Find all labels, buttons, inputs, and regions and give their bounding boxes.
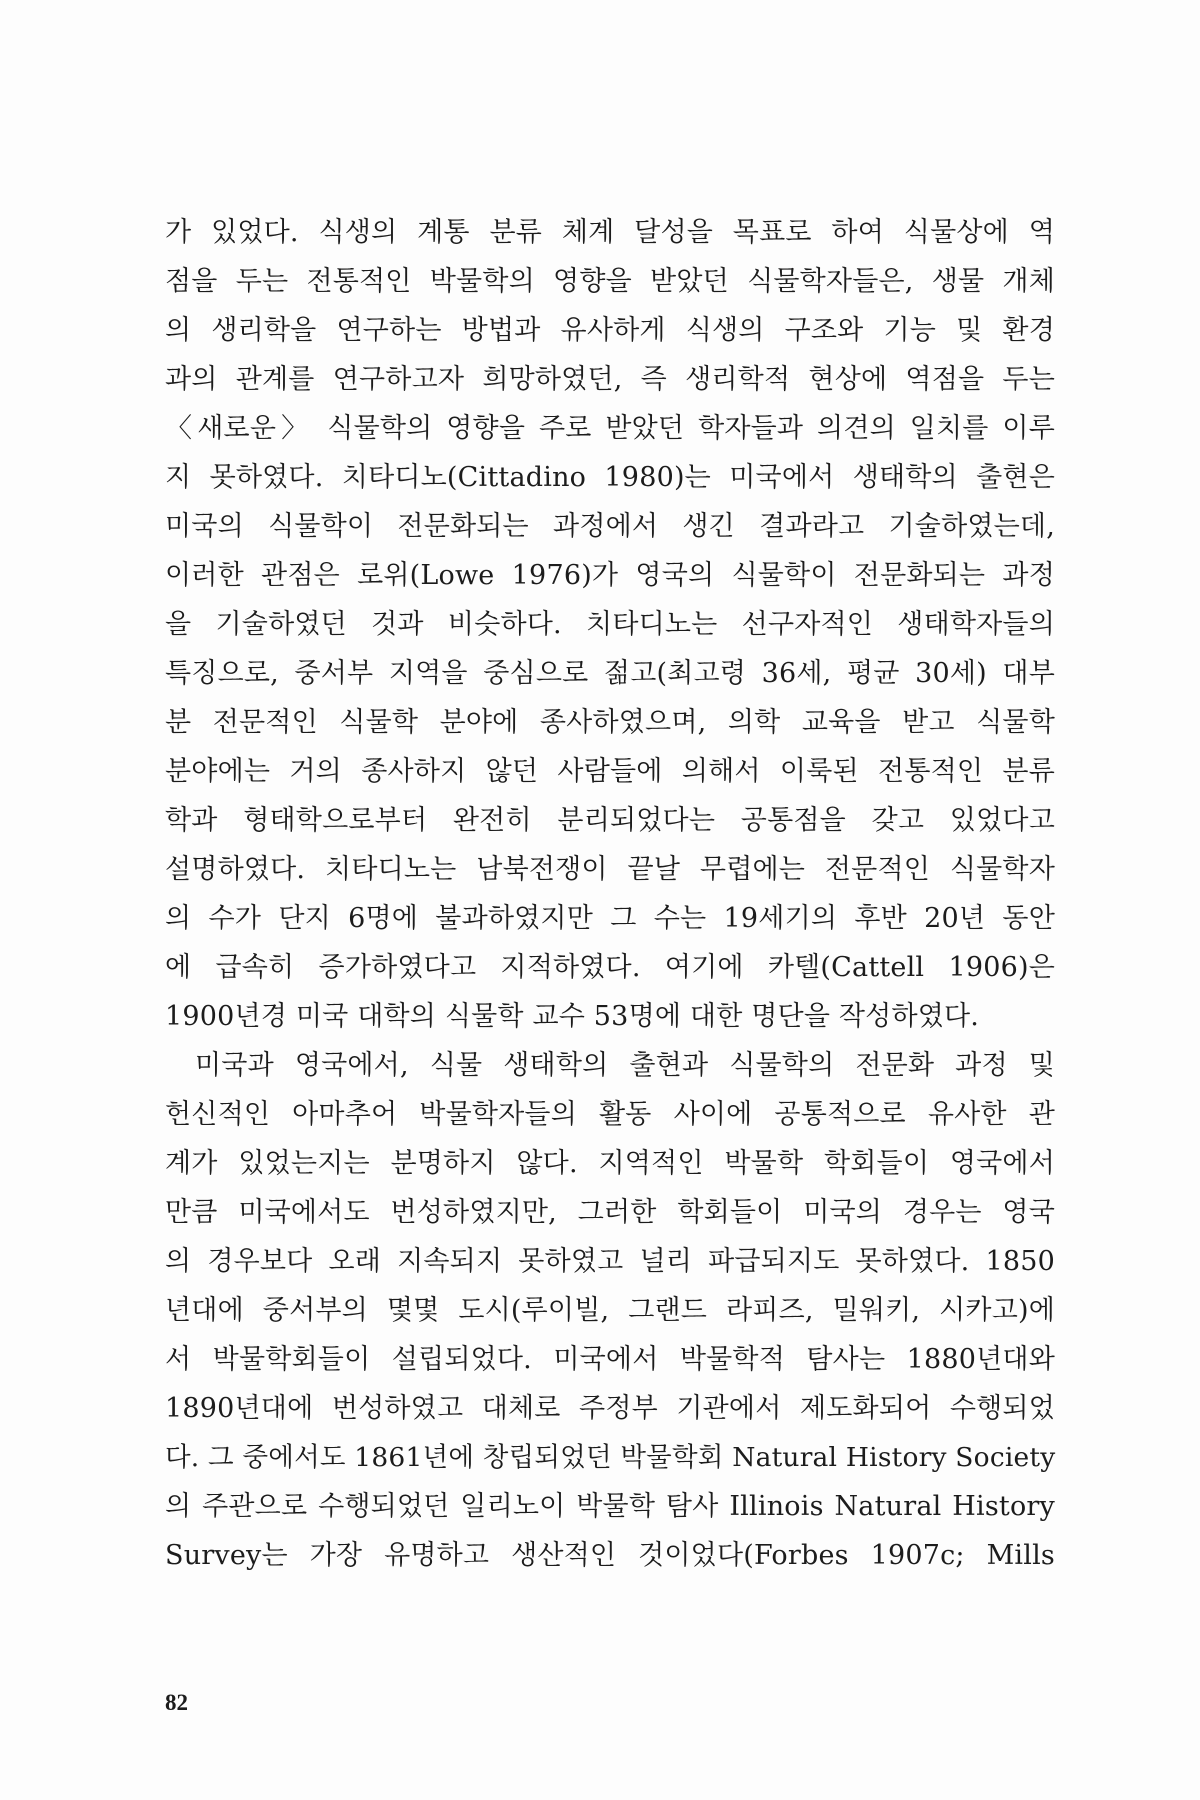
text-line: 점을 두는 전통적인 박물학의 영향을 받았던 식물학자들은, 생물 개체 — [165, 266, 1055, 297]
text-line: Survey는 가장 유명하고 생산적인 것이었다(Forbes 1907c; Mills — [165, 1540, 1055, 1571]
body-text — [165, 208, 1055, 1580]
text-line: 설명하였다. 치타디노는 남북전쟁이 끝날 무렵에는 전문적인 식물학자 — [165, 854, 1055, 885]
text-line: 이러한 관점은 로위(Lowe 1976)가 영국의 식물학이 전문화되는 과정 — [165, 560, 1055, 591]
text-line: 을 기술하였던 것과 비슷하다. 치타디노는 선구자적인 생태학자들의 — [165, 609, 1055, 640]
text-line: 지 못하였다. 치타디노(Cittadino 1980)는 미국에서 생태학의 출현은 — [165, 462, 1055, 493]
text-line: 1890년대에 번성하였고 대체로 주정부 기관에서 제도화되어 수행되었 — [165, 1393, 1055, 1424]
text-line: 분 전문적인 식물학 분야에 종사하였으며, 의학 교육을 받고 식물학 — [165, 707, 1055, 738]
text-line: 의 생리학을 연구하는 방법과 유사하게 식생의 구조와 기능 및 환경 — [165, 315, 1055, 346]
text-line: 과의 관계를 연구하고자 희망하였던, 즉 생리학적 현상에 역점을 두는 — [165, 364, 1055, 395]
text-line: 특징으로, 중서부 지역을 중심으로 젊고(최고령 36세, 평균 30세) 대부 — [165, 658, 1055, 689]
text-line: 만큼 미국에서도 번성하였지만, 그러한 학회들이 미국의 경우는 영국 — [165, 1197, 1055, 1228]
text-line-paragraph-end: 1900년경 미국 대학의 식물학 교수 53명에 대한 명단을 작성하였다. — [165, 1001, 980, 1032]
text-line: 헌신적인 아마추어 박물학자들의 활동 사이에 공통적으로 유사한 관 — [165, 1099, 1055, 1130]
text-line: 에 급속히 증가하였다고 지적하였다. 여기에 카텔(Cattell 1906)은 — [165, 952, 1055, 983]
text-line: 의 주관으로 수행되었던 일리노이 박물학 탐사 Illinois Natural History — [165, 1491, 1055, 1522]
text-line: 다. 그 중에서도 1861년에 창립되었던 박물학회 Natural History Society — [165, 1442, 1056, 1473]
text-line: 미국의 식물학이 전문화되는 과정에서 생긴 결과라고 기술하였는데, — [165, 511, 1055, 542]
page-number: 82 — [165, 1690, 188, 1715]
text-line: 서 박물학회들이 설립되었다. 미국에서 박물학적 탐사는 1880년대와 — [165, 1344, 1055, 1375]
text-line: 분야에는 거의 종사하지 않던 사람들에 의해서 이룩된 전통적인 분류 — [165, 756, 1055, 787]
text-line: 학과 형태학으로부터 완전히 분리되었다는 공통점을 갖고 있었다고 — [165, 805, 1055, 836]
text-line: 가 있었다. 식생의 계통 분류 체계 달성을 목표로 하여 식물상에 역 — [165, 217, 1055, 248]
text-line-paragraph-start: 미국과 영국에서, 식물 생태학의 출현과 식물학의 전문화 과정 및 — [195, 1050, 1055, 1081]
text-line: 의 경우보다 오래 지속되지 못하였고 널리 파급되지도 못하였다. 1850 — [165, 1246, 1055, 1277]
text-line: 년대에 중서부의 몇몇 도시(루이빌, 그랜드 라피즈, 밀워키, 시카고)에 — [165, 1295, 1055, 1326]
text-line: 〈새로운〉 식물학의 영향을 주로 받았던 학자들과 의견의 일치를 이루 — [165, 413, 1055, 444]
text-line: 계가 있었는지는 분명하지 않다. 지역적인 박물학 학회들이 영국에서 — [165, 1148, 1055, 1179]
text-line: 의 수가 단지 6명에 불과하였지만 그 수는 19세기의 후반 20년 동안 — [165, 903, 1055, 934]
